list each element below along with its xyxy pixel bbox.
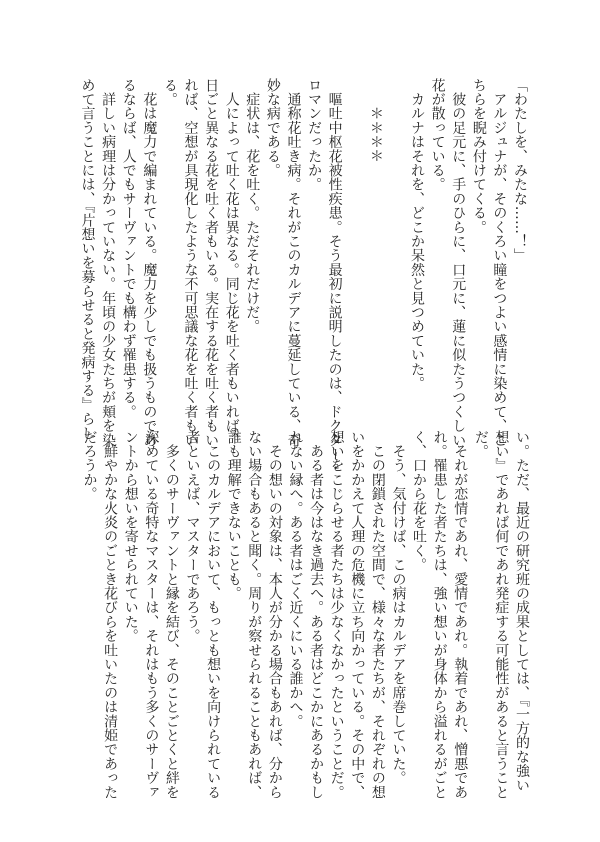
- text-line: だろうか。: [81, 430, 98, 501]
- text-line: れ。罹患した者たちは、強い想いが身体から溢れるがごと: [431, 430, 448, 800]
- text-line: 詳しい病理は分かっていない。年頃の少女たちが頬を染: [100, 78, 117, 448]
- text-block-bottom: [79, 430, 532, 800]
- text-line: ある者は今はなき過去へ。ある者はどこかにあるかもし: [308, 430, 325, 800]
- text-line: 日ごと異なる花を吐く者もいる。実在する花を吐く者もい: [203, 78, 220, 448]
- text-line: ントから想いを寄せられていた。: [122, 430, 139, 643]
- text-line: [386, 78, 407, 388]
- text-line: れない縁へ。ある者はごく近くにいる誰かへ。: [287, 430, 304, 729]
- text-line: く、口から花を吐く。: [411, 430, 428, 572]
- text-line: れば、空想が具現化したような不可思議な花を吐く者もい: [182, 78, 199, 448]
- text-line: 誰も理解できないことも。: [225, 430, 242, 601]
- text-line: この閉鎖された空間で、様々な者たちが、それぞれの想: [369, 430, 386, 800]
- text-line: ない場合もあると聞く。周りが察せられることもあれば、: [246, 430, 263, 800]
- text-line: ロマンだったか。: [306, 78, 323, 192]
- text-line: そう、気付けば、この病はカルデアを席巻していた。: [390, 430, 407, 785]
- text-line: 者といえば、マスターであろう。: [184, 430, 201, 643]
- text-line: い。ただ、最近の研究班の成果としては、『一方的な強い: [514, 430, 530, 793]
- text-line: めて言うことには、『片想いを募らせると発病する』らし: [79, 78, 96, 441]
- text-line: 想いをこじらせる者たちは少なくなかったということだ。: [328, 430, 345, 800]
- text-line: 花は魔力で編まれている。魔力を少しでも扱うものであ: [141, 78, 158, 448]
- text-line: その想いの対象は、本人が分かる場合もあれば、分から: [266, 430, 283, 800]
- text-line: 通称花吐き病。それがこのカルデアに蔓延している、奇: [285, 78, 302, 448]
- text-line: 彼の足元に、手のひらに、口元に、蓮に似たうつくしい: [450, 78, 467, 448]
- text-line: 鮮やかな火炎のごとき花びらを吐いたのは清姫であった: [102, 430, 119, 800]
- text-line: このカルデアにおいて、もっとも想いを向けられている: [205, 430, 222, 800]
- text-line: ＊＊＊＊: [367, 78, 384, 164]
- text-line: るならば、人でもサーヴァントでも構わず罹患する。: [120, 78, 137, 419]
- text-line: それが恋情であれ、愛情であれ。執着であれ、憎悪であ: [452, 430, 469, 800]
- text-line: いをかかえて人理の危機に立ち向かっている。その中で、: [349, 430, 366, 800]
- text-line: 症状は、花を吐く。ただそれだけだ。: [244, 78, 261, 334]
- text-line: 多くのサーヴァントと縁を結び、そのことごとくと絆を: [163, 430, 180, 800]
- text-line: 深めている奇特なマスターは、それはもう多くのサーヴァ: [143, 430, 160, 800]
- text-line: 嘔吐中枢花被性疾患。そう最初に説明したのは、ドクター・: [326, 78, 343, 476]
- text-line: 花が散っている。: [429, 78, 446, 192]
- text-line: 「わたしを、みたな……！」: [512, 78, 528, 263]
- text-line: [345, 78, 366, 388]
- text-line: 妙な病である。: [264, 78, 281, 178]
- text-line: カルナはそれを、どこか呆然と見つめていた。: [409, 78, 426, 391]
- text-line: 想い』であれば何であれ発症する可能性があると言うこと: [493, 430, 510, 800]
- text-line: る。: [161, 78, 178, 107]
- text-line: だ。: [472, 430, 489, 459]
- text-line: アルジュナが、そのくろい瞳をつよい感情に染めて、こ: [491, 78, 508, 448]
- text-line: 人によって吐く花は異なる。同じ花を吐く者もいれば、: [223, 78, 240, 448]
- text-line: ちらを睨み付けてくる。: [470, 78, 487, 235]
